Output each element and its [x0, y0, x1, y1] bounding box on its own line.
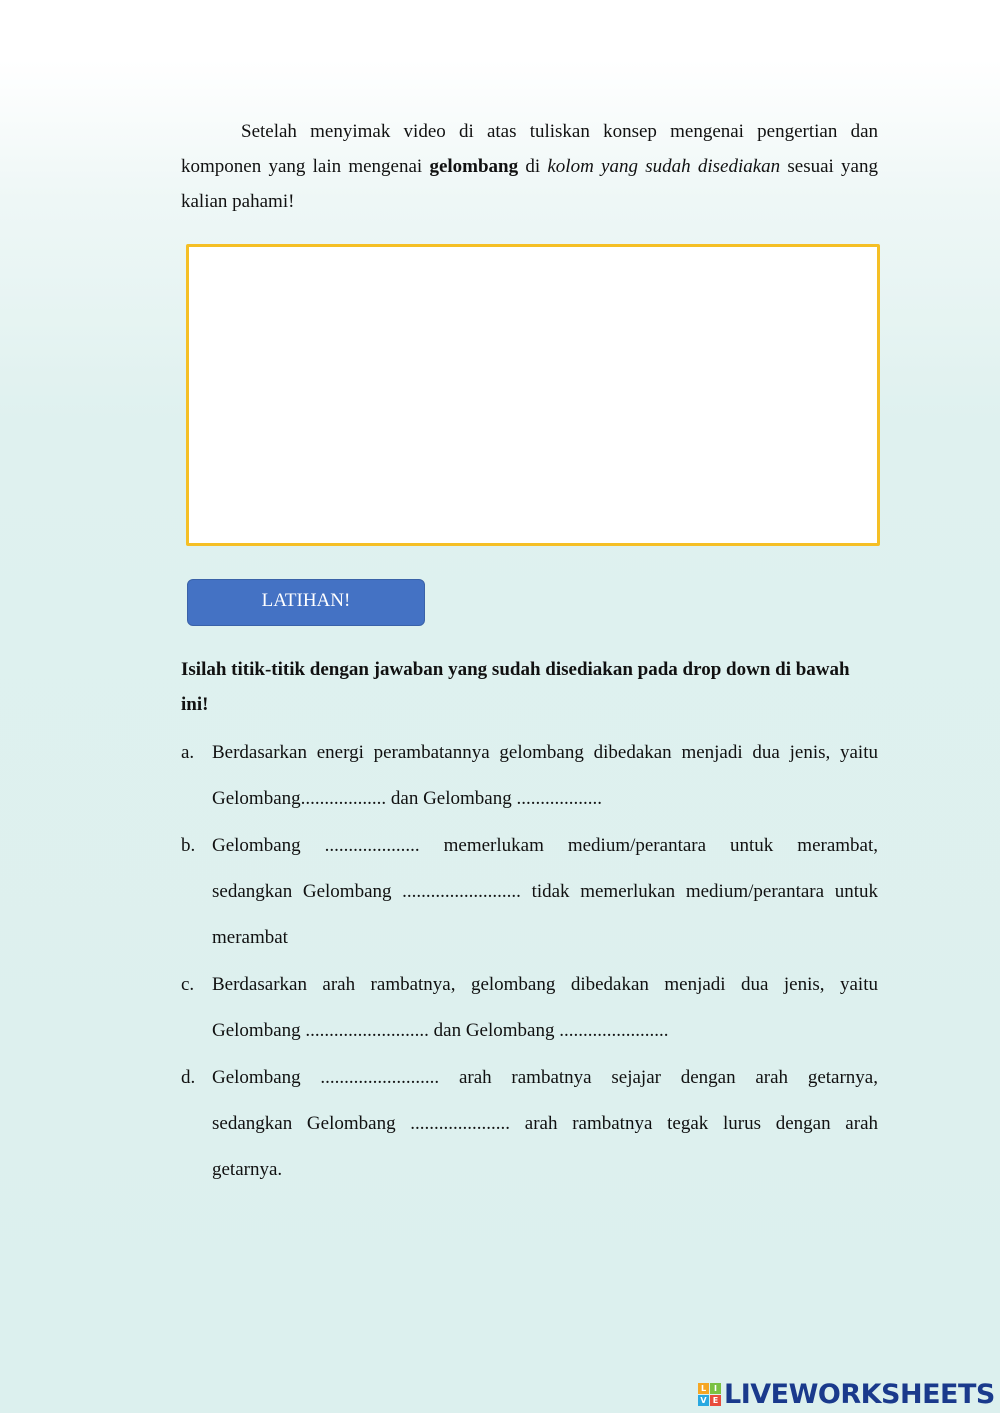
intro-paragraph: [181, 114, 878, 219]
question-line: merambat: [212, 927, 288, 948]
logo-text: LIVEWORKSHEETS: [724, 1378, 995, 1410]
intro-text-2: di: [518, 156, 548, 177]
question-line: Gelombang.................. dan Gelombang ..................: [212, 788, 602, 809]
logo-icon: [698, 1383, 721, 1406]
logo-cell: V: [698, 1395, 709, 1406]
question-line: Berdasarkan energi perambatannya gelombang dibedakan menjadi dua jenis, yaitu: [212, 742, 878, 763]
logo-cell: E: [710, 1395, 721, 1406]
question-line: Gelombang ......................... arah rambatnya sejajar dengan arah getarnya,: [212, 1067, 878, 1088]
intro-bold-term: gelombang: [429, 156, 519, 177]
question-line: Gelombang .......................... dan Gelombang .......................: [212, 1020, 669, 1041]
instruction-text: Isilah titik-titik dengan jawaban yang sudah disediakan pada drop down di bawah ini!: [181, 659, 850, 715]
question-c: [181, 962, 878, 1054]
latihan-label-box: [187, 579, 425, 626]
question-line: Gelombang .................... memerlukam medium/perantara untuk merambat,: [212, 835, 878, 856]
intro-text-1: Setelah menyimak video di atas tuliskan konsep mengenai pengertian dan komponen yang lain mengenai: [181, 121, 878, 177]
question-letter: b.: [181, 835, 196, 856]
question-letter: d.: [181, 1067, 196, 1088]
liveworksheets-logo: [698, 1377, 995, 1411]
question-line: sedangkan Gelombang ..................... arah rambatnya tegak lurus dengan arah: [212, 1113, 878, 1134]
logo-cell: L: [698, 1383, 709, 1394]
answer-text-box[interactable]: [186, 244, 880, 546]
question-letter: a.: [181, 742, 195, 763]
intro-text-3: sesuai yang kalian pahami!: [181, 156, 878, 212]
intro-italic-phrase: kolom yang sudah disediakan: [547, 156, 781, 177]
question-letter: c.: [181, 974, 195, 995]
question-line: getarnya.: [212, 1159, 283, 1180]
question-b: [181, 823, 878, 961]
latihan-label: LATIHAN!: [261, 590, 351, 611]
question-a: [181, 730, 878, 822]
question-d: [181, 1055, 878, 1193]
logo-cell: I: [710, 1383, 721, 1394]
question-line: Berdasarkan arah rambatnya, gelombang dibedakan menjadi dua jenis, yaitu: [212, 974, 878, 995]
question-line: sedangkan Gelombang ......................... tidak memerlukan medium/perantara untuk: [212, 881, 878, 902]
